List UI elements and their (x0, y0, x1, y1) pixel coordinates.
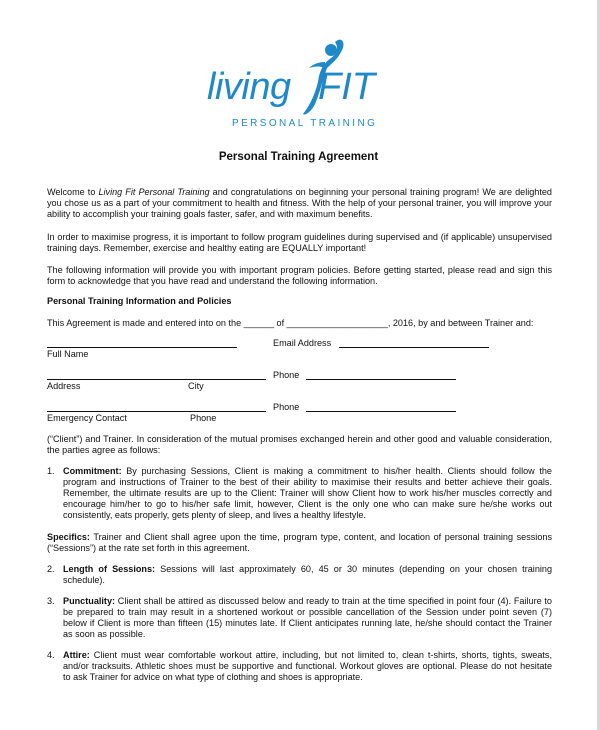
section-heading: Personal Training Information and Policies (47, 296, 232, 306)
policy-item-attire (47, 650, 552, 683)
emergency-contact-label: Emergency Contact (47, 413, 127, 423)
address-label: Address (47, 381, 81, 391)
phone-label-1: Phone (273, 370, 300, 380)
item-text: Trainer and Client shall agree upon the time, program type, content, and location of personal training sessions (“Sessions”) at the rate set forth in this agreement. (47, 532, 552, 553)
policy-item-commitment (47, 466, 552, 521)
item-text: Client must wear comfortable workout attire, including, but not limited to, clean t-shirts, shorts, tights, sweats, and/or tracksuits. Athletic shoes must be supportive and functional. Workout gloves are optional. Please do not hesitate to ask Trainer for advice on what type of clothing and shoes is appropriate. (63, 650, 552, 682)
email-field[interactable] (339, 347, 489, 348)
intro-paragraph-3: The following information will provide you with important program policies. Before getting started, please read and sign this form to acknowledge that you have read and understand the following information. (47, 265, 552, 286)
phone-field-1[interactable] (306, 379, 456, 380)
item-label: Length of Sessions: (63, 564, 156, 574)
logo-word-fit: FIT (318, 66, 375, 108)
document-title: Personal Training Agreement (218, 151, 379, 163)
item-number: 4. (47, 650, 55, 660)
living-fit-logo (205, 38, 395, 138)
date-day-blank[interactable]: ______ (243, 318, 275, 328)
item-text: Client shall be attired as discussed below and ready to train at the time specified in point four (4). Failure to be prepared to train may result in a shortened workout or possible cancellation of the Session under point seven (7) below if Client is more than fifteen (15) minutes late. If Client anticipates running late, he/she should contact the Trainer as soon as possible. (63, 596, 552, 639)
address-city-field[interactable] (47, 379, 266, 380)
logo-tagline: PERSONAL TRAINING (232, 118, 378, 129)
emergency-contact-field[interactable] (47, 411, 266, 412)
agreement-line: This Agreement is made and entered into on the ______ of ____________________, 2016, by and between Trainer and: (47, 318, 534, 328)
policy-item-length (47, 564, 552, 586)
city-label: City (188, 381, 204, 391)
item-label: Attire: (63, 650, 90, 660)
item-text: Sessions will last approximately 60, 45 or 30 minutes (depending on your chosen training schedule). (63, 564, 553, 585)
policy-item-specifics (47, 532, 552, 554)
phone-field-2[interactable] (306, 411, 456, 412)
full-name-label: Full Name (47, 349, 89, 359)
item-text: By purchasing Sessions, Client is making a commitment to his/her health. Clients should follow the program and instructions of Trainer to the best of their ability to maximise their results and better achieve their goals. Remember, the ultimate results are up to the Client: Trainer will show Client how to work his/her muscles correctly and encourage him/her to go to his/her safe limit, however, Client is the only one who can make sure he/she works out consistently, eats properly, gets plenty of sleep, and lives a healthy lifestyle. (63, 466, 552, 520)
policy-item-punctuality (47, 596, 552, 640)
phone-label-2: Phone (273, 402, 300, 412)
item-label: Punctuality: (63, 596, 116, 606)
item-number: 2. (47, 564, 55, 574)
company-name: Living Fit Personal Training (98, 187, 210, 197)
date-month-blank[interactable]: ____________________ (286, 318, 388, 328)
item-label: Specifics: (47, 532, 90, 542)
intro-paragraph-1: Welcome to Living Fit Personal Training and congratulations on beginning your personal training program! We are delighted you chose us as a part of your commitment to health and fitness. With the help of your personal trainer, you will improve your ability to accomplish your training goals faster, safer, and with maximum benefits. (47, 187, 552, 219)
intro-paragraph-2: In order to maximise progress, it is important to follow program guidelines during supervised and (if applicable) unsupervised training days. Remember, exercise and healthy eating are EQUALLY important! (47, 232, 552, 253)
email-label: Email Address (273, 338, 332, 348)
logo-word-living: living (207, 66, 291, 108)
consideration-paragraph: (“Client”) and Trainer. In consideration of the mutual promises exchanged herein and other good and valuable consideration, the parties agree as follows: (47, 434, 552, 455)
full-name-field[interactable] (47, 347, 237, 348)
item-number: 1. (47, 466, 55, 476)
item-label: Commitment: (63, 466, 122, 476)
emergency-phone-label: Phone (190, 413, 217, 423)
item-number: 3. (47, 596, 55, 606)
